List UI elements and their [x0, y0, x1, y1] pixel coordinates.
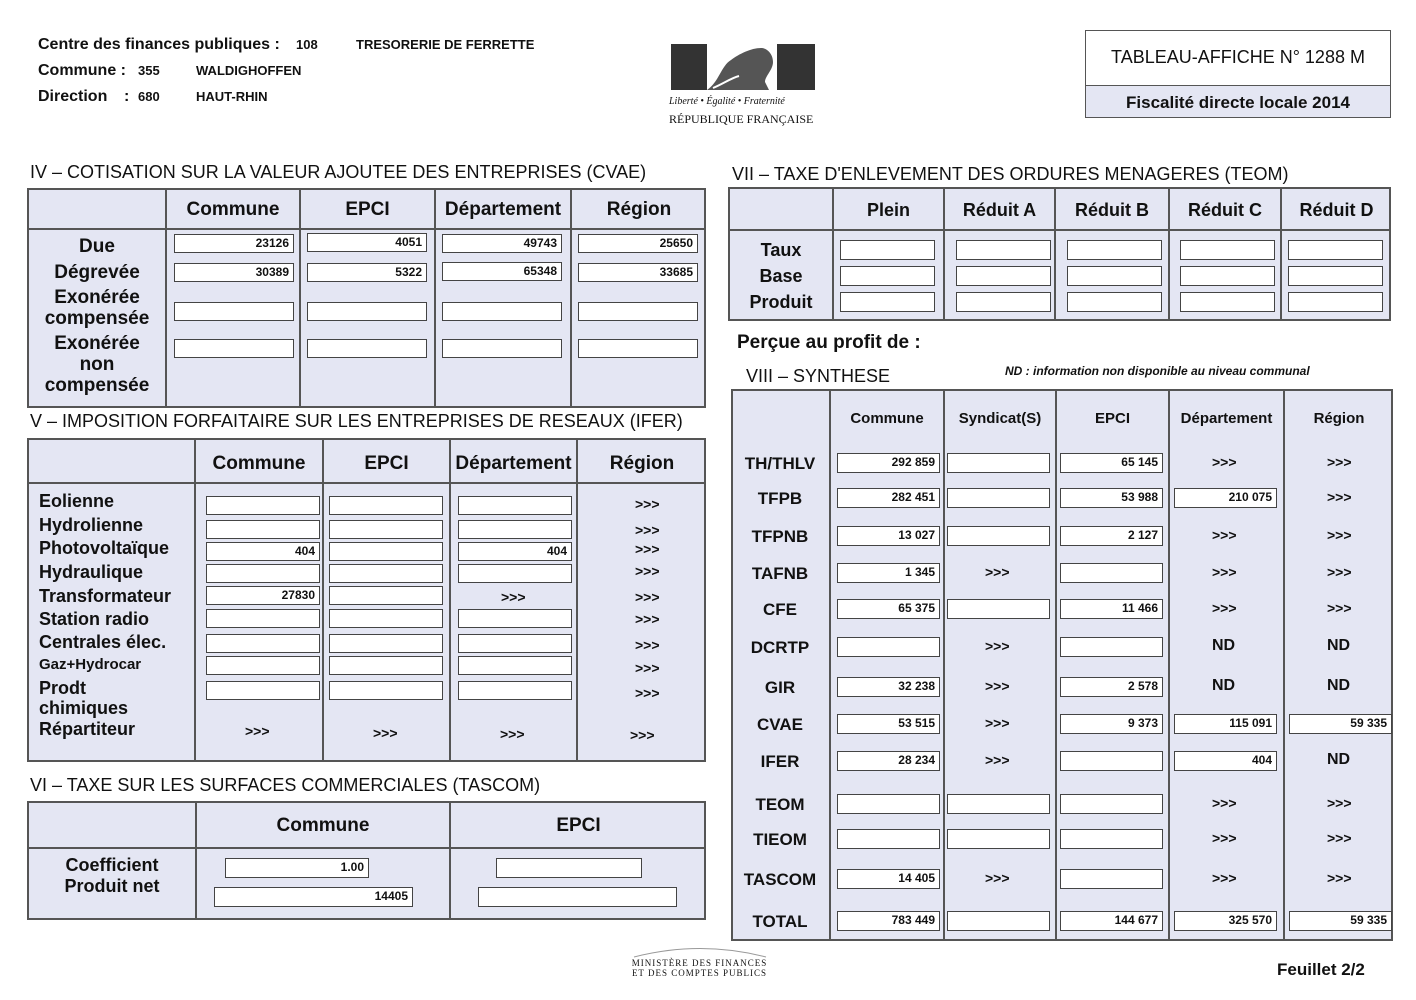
synthese-tfpnb-commune[interactable]: 13 027	[837, 526, 940, 546]
synthese-teom-syndicat[interactable]	[947, 794, 1050, 814]
synthese-col-epci: EPCI	[1094, 410, 1130, 427]
ifer-col-region: Région	[609, 453, 675, 474]
synthese-tascom-commune[interactable]: 14 405	[837, 869, 940, 889]
teom-produit-reduit-d[interactable]	[1288, 292, 1383, 312]
tableau-box	[1085, 30, 1391, 118]
teom-percue: Perçue au profit de :	[737, 332, 921, 353]
cvae-table	[27, 188, 706, 408]
teom-base-reduit-d[interactable]	[1288, 266, 1383, 286]
ifer-prodt-region: >>>	[635, 685, 660, 701]
synthese-th-thlv-epci[interactable]: 65 145	[1060, 453, 1163, 473]
cvae-row-exoneree-nc-3: compensée	[44, 375, 150, 396]
synthese-row-label-dcrtp: DCRTP	[750, 638, 810, 657]
synthese-cfe-region: >>>	[1327, 600, 1352, 616]
synthese-teom-region: >>>	[1327, 795, 1352, 811]
ifer-repartiteur-commune: >>>	[245, 723, 270, 739]
synthese-cvae-commune[interactable]: 53 515	[837, 714, 940, 734]
synthese-tfpnb-syndicat[interactable]	[947, 526, 1050, 546]
ifer-transformateur-epci[interactable]	[329, 586, 443, 605]
direction-code: 680	[138, 89, 160, 104]
ifer-repartiteur-departement: >>>	[500, 726, 525, 742]
synthese-tascom-region: >>>	[1327, 870, 1352, 886]
cvae-col-departement: Département	[444, 199, 562, 220]
tableau-subtitle: Fiscalité directe locale 2014	[1086, 85, 1390, 117]
cvae-col-epci: EPCI	[345, 199, 390, 220]
synthese-total-epci[interactable]: 144 677	[1060, 911, 1163, 931]
synthese-th-thlv-commune[interactable]: 292 859	[837, 453, 940, 473]
synthese-ifer-syndicat: >>>	[985, 752, 1010, 768]
ifer-eolienne-commune[interactable]	[206, 496, 320, 515]
commune-name: WALDIGHOFFEN	[196, 63, 302, 78]
synthese-tieom-commune[interactable]	[837, 829, 940, 849]
teom-base-plein[interactable]	[840, 266, 935, 286]
synthese-total-departement[interactable]: 325 570	[1174, 911, 1277, 931]
teom-produit-plein[interactable]	[840, 292, 935, 312]
tascom-col-commune: Commune	[276, 815, 370, 836]
ifer-transformateur-departement: >>>	[501, 589, 526, 605]
ifer-hydrolienne-commune[interactable]	[206, 520, 320, 539]
direction-line	[38, 88, 534, 114]
teom-title: VII – TAXE D'ENLEVEMENT DES ORDURES MENAGERES (TEOM)	[732, 164, 1289, 184]
ifer-station-commune[interactable]	[206, 609, 320, 628]
synthese-gir-region: ND	[1327, 677, 1351, 694]
synthese-row-label-tieom: TIEOM	[753, 830, 807, 849]
synthese-th-thlv-departement: >>>	[1212, 454, 1237, 470]
teom-base-reduit-b[interactable]	[1067, 266, 1162, 286]
teom-taux-plein[interactable]	[840, 240, 935, 260]
cvae-exon-comp-region[interactable]	[578, 302, 698, 321]
synthese-tfpb-departement[interactable]: 210 075	[1174, 488, 1277, 508]
synthese-tafnb-syndicat: >>>	[985, 564, 1010, 580]
teom-produit-reduit-c[interactable]	[1180, 292, 1275, 312]
synthese-table	[731, 389, 1393, 941]
ifer-centrales-commune[interactable]	[206, 634, 320, 653]
ministere-line1: MINISTÈRE DES FINANCES	[631, 958, 768, 968]
synthese-row-label-tfpnb: TFPNB	[751, 527, 809, 546]
commune-line	[38, 62, 534, 88]
cvae-degrevee-epci[interactable]: 5322	[307, 263, 427, 282]
ifer-eolienne-departement[interactable]	[458, 496, 572, 515]
synthese-cvae-epci[interactable]: 9 373	[1060, 714, 1163, 734]
synthese-total-syndicat[interactable]	[947, 911, 1050, 931]
teom-col-plein: Plein	[866, 200, 910, 220]
synthese-tfpb-region: >>>	[1327, 489, 1352, 505]
synthese-cvae-syndicat: >>>	[985, 715, 1010, 731]
ifer-photovoltaique-departement[interactable]: 404	[458, 542, 572, 561]
synthese-row-label-gir: GIR	[764, 678, 796, 697]
synthese-row-label-cfe: CFE	[763, 600, 797, 619]
synthese-tfpb-epci[interactable]: 53 988	[1060, 488, 1163, 508]
teom-base-reduit-a[interactable]	[956, 266, 1051, 286]
synthese-tfpnb-departement: >>>	[1212, 527, 1237, 543]
synthese-col-region: Région	[1313, 410, 1365, 427]
synthese-tafnb-departement: >>>	[1212, 564, 1237, 580]
direction-sep: :	[124, 88, 130, 105]
ifer-prodt-epci[interactable]	[329, 681, 443, 700]
centre-name: TRESORERIE DE FERRETTE	[356, 37, 535, 52]
synthese-note: ND : information non disponible au niveau communal	[1005, 364, 1310, 378]
synthese-cfe-syndicat[interactable]	[947, 599, 1050, 619]
ifer-row-transformateur: Transformateur	[39, 586, 172, 606]
ifer-prodt-departement[interactable]	[458, 681, 572, 700]
synthese-tafnb-commune[interactable]: 1 345	[837, 563, 940, 583]
header-info	[38, 36, 534, 114]
synthese-teom-departement: >>>	[1212, 795, 1237, 811]
tascom-coefficient-commune[interactable]: 1.00	[225, 858, 369, 878]
ifer-station-epci[interactable]	[329, 609, 443, 628]
synthese-ifer-epci[interactable]	[1060, 751, 1163, 771]
ifer-row-gaz: Gaz+Hydrocar	[39, 656, 142, 673]
cvae-exon-nc-epci[interactable]	[307, 339, 427, 358]
synthese-dcrtp-syndicat: >>>	[985, 638, 1010, 654]
teom-produit-reduit-a[interactable]	[956, 292, 1051, 312]
direction-name: HAUT-RHIN	[196, 89, 268, 104]
teom-col-reduit-a: Réduit A	[962, 200, 1037, 220]
ifer-gaz-commune[interactable]	[206, 656, 320, 675]
synthese-cvae-region[interactable]: 59 335	[1289, 714, 1392, 734]
synthese-title: VIII – SYNTHESE	[746, 366, 891, 386]
synthese-col-commune: Commune	[850, 410, 924, 427]
cvae-due-epci[interactable]: 4051	[307, 233, 427, 252]
ministere-arc-icon	[630, 944, 770, 958]
teom-taux-reduit-b[interactable]	[1067, 240, 1162, 260]
synthese-total-commune[interactable]: 783 449	[837, 911, 940, 931]
cvae-due-region[interactable]: 25650	[578, 234, 698, 253]
ifer-table	[27, 438, 706, 762]
commune-label: Commune :	[38, 62, 126, 79]
ifer-row-eolienne: Eolienne	[39, 491, 115, 511]
synthese-col-departement: Département	[1180, 410, 1273, 427]
synthese-th-thlv-syndicat[interactable]	[947, 453, 1050, 473]
cvae-col-commune: Commune	[186, 199, 280, 220]
ifer-row-station-radio: Station radio	[39, 609, 150, 629]
ifer-row-repartiteur: Répartiteur	[39, 719, 136, 739]
synthese-tfpnb-epci[interactable]: 2 127	[1060, 526, 1163, 546]
ifer-gaz-region: >>>	[635, 660, 660, 676]
ifer-hydrolienne-region: >>>	[635, 522, 660, 538]
synthese-row-label-tafnb: TAFNB	[751, 564, 809, 583]
cvae-exon-comp-departement[interactable]	[442, 302, 562, 321]
ifer-hydraulique-epci[interactable]	[329, 564, 443, 583]
synthese-row-label-tfpb: TFPB	[757, 489, 803, 508]
synthese-tieom-departement: >>>	[1212, 830, 1237, 846]
ifer-centrales-region: >>>	[635, 637, 660, 653]
ifer-photovoltaique-commune[interactable]: 404	[206, 542, 320, 561]
teom-produit-reduit-b[interactable]	[1067, 292, 1162, 312]
ifer-row-hydrolienne: Hydrolienne	[39, 515, 144, 535]
cvae-row-exoneree-comp-2: compensée	[44, 308, 150, 329]
synthese-tieom-region: >>>	[1327, 830, 1352, 846]
synthese-tascom-epci[interactable]	[1060, 869, 1163, 889]
tascom-row-produit: Produit net	[64, 876, 160, 896]
cvae-row-due: Due	[79, 236, 115, 257]
logo-motto: Liberté • Égalité • Fraternité	[669, 96, 785, 107]
tableau-title: TABLEAU-AFFICHE N° 1288 M	[1111, 47, 1365, 67]
cvae-exon-comp-epci[interactable]	[307, 302, 427, 321]
synthese-tascom-departement: >>>	[1212, 870, 1237, 886]
teom-base-reduit-c[interactable]	[1180, 266, 1275, 286]
cvae-row-exoneree-nc-2: non	[79, 354, 115, 375]
cvae-col-region: Région	[606, 199, 672, 220]
marianne-icon	[669, 42, 817, 92]
ifer-repartiteur-region: >>>	[630, 727, 655, 743]
ifer-photovoltaique-region: >>>	[635, 541, 660, 557]
ifer-photovoltaique-epci[interactable]	[329, 542, 443, 561]
teom-row-base: Base	[759, 266, 803, 286]
ifer-transformateur-region: >>>	[635, 589, 660, 605]
synthese-gir-epci[interactable]: 2 578	[1060, 677, 1163, 697]
tascom-table	[27, 801, 706, 920]
synthese-cfe-departement: >>>	[1212, 600, 1237, 616]
ifer-row-photovoltaique: Photovoltaïque	[39, 538, 169, 558]
synthese-tascom-syndicat: >>>	[985, 870, 1010, 886]
cvae-degrevee-departement[interactable]: 65348	[442, 262, 562, 281]
synthese-tfpb-commune[interactable]: 282 451	[837, 488, 940, 508]
cvae-exon-nc-departement[interactable]	[442, 339, 562, 358]
ifer-row-hydraulique: Hydraulique	[39, 562, 144, 582]
tascom-title: VI – TAXE SUR LES SURFACES COMMERCIALES (TASCOM)	[30, 775, 541, 795]
ifer-centrales-departement[interactable]	[458, 634, 572, 653]
synthese-tfpb-syndicat[interactable]	[947, 488, 1050, 508]
teom-taux-reduit-c[interactable]	[1180, 240, 1275, 260]
cvae-due-commune[interactable]: 23126	[174, 234, 294, 253]
ifer-hydraulique-departement[interactable]	[458, 564, 572, 583]
synthese-row-label-ifer: IFER	[760, 752, 800, 771]
teom-row-taux: Taux	[760, 240, 802, 260]
synthese-row-label-th-thlv: TH/THLV	[744, 454, 816, 473]
ifer-col-epci: EPCI	[364, 453, 409, 474]
teom-col-reduit-b: Réduit B	[1075, 200, 1149, 220]
ifer-hydrolienne-departement[interactable]	[458, 520, 572, 539]
centre-label: Centre des finances publiques :	[38, 36, 280, 53]
ifer-col-departement: Département	[455, 453, 572, 474]
ifer-station-region: >>>	[635, 611, 660, 627]
ifer-title: V – IMPOSITION FORFAITAIRE SUR LES ENTREPRISES DE RESEAUX (IFER)	[30, 411, 683, 431]
tascom-produit-commune[interactable]: 14405	[214, 887, 413, 907]
synthese-col-syndicat: Syndicat(S)	[958, 410, 1042, 427]
centre-line	[38, 36, 534, 62]
centre-code: 108	[296, 37, 318, 52]
teom-col-reduit-c: Réduit C	[1188, 200, 1262, 220]
ifer-repartiteur-epci: >>>	[373, 725, 398, 741]
synthese-tafnb-region: >>>	[1327, 564, 1352, 580]
ifer-hydraulique-commune[interactable]	[206, 564, 320, 583]
synthese-cfe-epci[interactable]: 11 466	[1060, 599, 1163, 619]
synthese-cvae-departement[interactable]: 115 091	[1174, 714, 1277, 734]
synthese-th-thlv-region: >>>	[1327, 454, 1352, 470]
cvae-title: IV – COTISATION SUR LA VALEUR AJOUTEE DES ENTREPRISES (CVAE)	[30, 162, 647, 182]
teom-taux-reduit-d[interactable]	[1288, 240, 1383, 260]
ministere-line2: ET DES COMPTES PUBLICS	[631, 968, 768, 978]
synthese-gir-syndicat: >>>	[985, 678, 1010, 694]
synthese-tieom-epci[interactable]	[1060, 829, 1163, 849]
commune-code: 355	[138, 63, 160, 78]
cvae-row-degrevee: Dégrevée	[54, 262, 140, 283]
synthese-dcrtp-epci[interactable]	[1060, 637, 1163, 657]
ifer-eolienne-epci[interactable]	[329, 496, 443, 515]
ifer-prodt-commune[interactable]	[206, 681, 320, 700]
synthese-dcrtp-commune[interactable]	[837, 637, 940, 657]
synthese-row-label-teom: TEOM	[755, 795, 805, 814]
synthese-ifer-departement[interactable]: 404	[1174, 751, 1277, 771]
synthese-total-region[interactable]: 59 335	[1289, 911, 1392, 931]
ifer-transformateur-commune[interactable]: 27830	[206, 586, 320, 605]
synthese-dcrtp-region: ND	[1327, 637, 1351, 654]
ifer-hydraulique-region: >>>	[635, 563, 660, 579]
tascom-coefficient-epci[interactable]	[496, 858, 642, 878]
teom-taux-reduit-a[interactable]	[956, 240, 1051, 260]
synthese-row-label-cvae: CVAE	[757, 715, 803, 734]
synthese-tafnb-epci[interactable]	[1060, 563, 1163, 583]
feuillet: Feuillet 2/2	[1277, 960, 1365, 979]
synthese-dcrtp-departement: ND	[1212, 637, 1236, 654]
ifer-row-centrales: Centrales élec.	[39, 632, 167, 652]
cvae-exon-nc-region[interactable]	[578, 339, 698, 358]
tascom-row-coefficient: Coefficient	[65, 855, 159, 875]
cvae-row-exoneree-nc-1: Exonérée	[54, 333, 140, 354]
tascom-col-epci: EPCI	[556, 815, 601, 836]
ifer-eolienne-region: >>>	[635, 496, 660, 512]
ministere-logo	[612, 944, 787, 978]
ifer-row-prodt: Prodt	[39, 678, 86, 698]
synthese-tfpnb-region: >>>	[1327, 527, 1352, 543]
cvae-degrevee-commune[interactable]: 30389	[174, 263, 294, 282]
ifer-hydrolienne-epci[interactable]	[329, 520, 443, 539]
synthese-gir-commune[interactable]: 32 238	[837, 677, 940, 697]
synthese-tieom-syndicat[interactable]	[947, 829, 1050, 849]
synthese-teom-epci[interactable]	[1060, 794, 1163, 814]
logo-name: RÉPUBLIQUE FRANÇAISE	[669, 112, 814, 126]
cvae-due-departement[interactable]: 49743	[442, 234, 562, 253]
republique-logo	[665, 42, 820, 134]
ifer-gaz-epci[interactable]	[329, 656, 443, 675]
synthese-ifer-region: ND	[1327, 751, 1351, 768]
cvae-row-exoneree-comp-1: Exonérée	[54, 287, 140, 308]
synthese-row-label-tascom: TASCOM	[743, 870, 817, 889]
teom-table	[728, 187, 1391, 321]
synthese-ifer-commune[interactable]: 28 234	[837, 751, 940, 771]
synthese-cfe-commune[interactable]: 65 375	[837, 599, 940, 619]
direction-label: Direction	[38, 88, 108, 105]
ifer-col-commune: Commune	[212, 453, 306, 474]
synthese-gir-departement: ND	[1212, 677, 1236, 694]
teom-col-reduit-d: Réduit D	[1299, 200, 1374, 220]
ifer-gaz-departement[interactable]	[458, 656, 572, 675]
synthese-row-label-total: TOTAL	[752, 912, 808, 931]
ifer-row-chimiques: chimiques	[39, 698, 129, 718]
cvae-exon-nc-commune[interactable]	[174, 339, 294, 358]
teom-row-produit: Produit	[749, 292, 813, 312]
tascom-produit-epci[interactable]	[478, 887, 677, 907]
cvae-exon-comp-commune[interactable]	[174, 302, 294, 321]
synthese-teom-commune[interactable]	[837, 794, 940, 814]
ifer-station-departement[interactable]	[458, 609, 572, 628]
ifer-centrales-epci[interactable]	[329, 634, 443, 653]
cvae-degrevee-region[interactable]: 33685	[578, 263, 698, 282]
